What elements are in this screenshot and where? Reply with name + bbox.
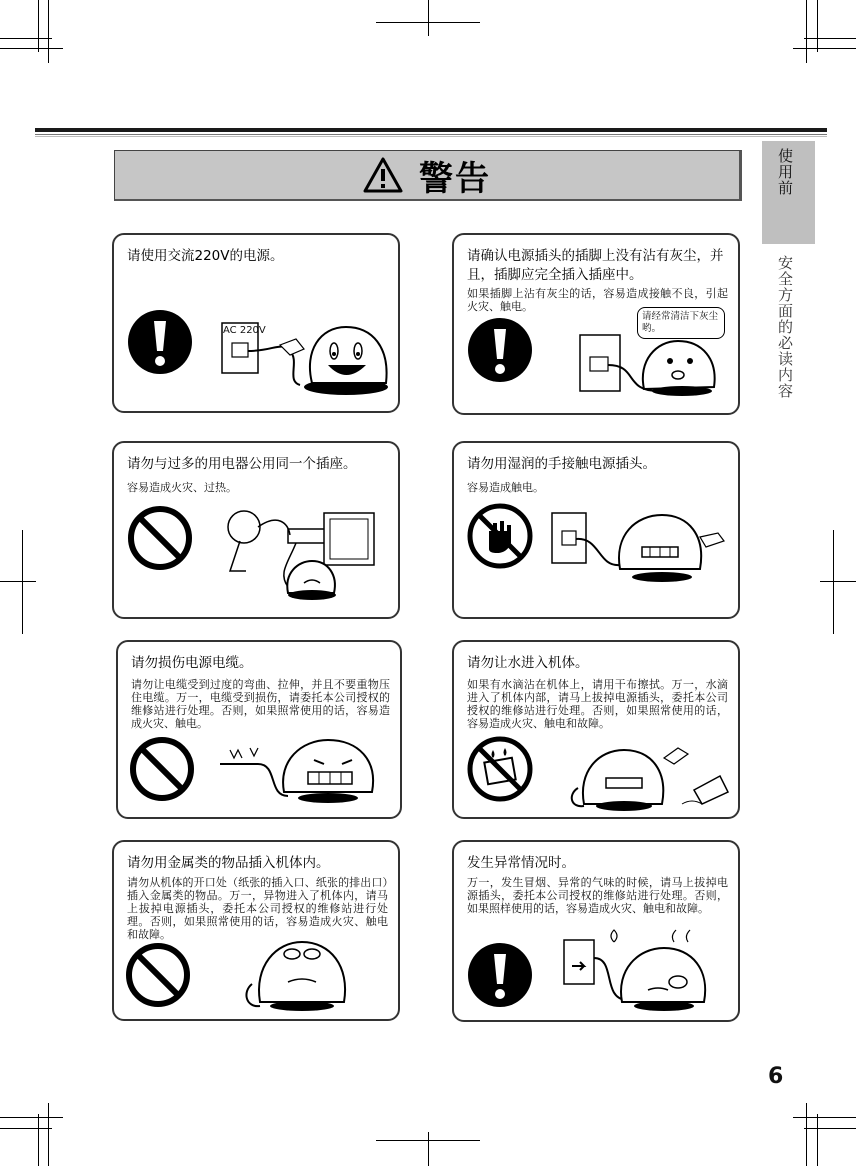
warning-banner [114, 150, 742, 201]
card-body: 容易造成触电。 [467, 481, 544, 494]
header-rule [35, 128, 827, 132]
header-rule-thin [35, 134, 827, 135]
plug-cleaning-illustration [578, 331, 730, 397]
page-number: 6 [768, 1064, 784, 1089]
unplug-smoke-illustration [562, 928, 732, 1012]
warning-card-metal-objects [112, 840, 400, 1021]
card-title: 请勿与过多的用电器公用同一个插座。 [127, 456, 357, 472]
no-wet-hands-icon [467, 503, 533, 569]
card-body: 万一，发生冒烟、异常的气味的时候，请马上拔掉电源插头，委托本公司授权的维修站进行处理。否则，如果照样使用的话，容易造成火灾、触电和故障。 [467, 876, 728, 915]
banner-title: 警告 [419, 158, 491, 199]
card-title: 请勿用湿润的手接触电源插头。 [467, 456, 656, 472]
card-body: 如果插脚上沾有灰尘的话，容易造成接触不良，引起火灾、触电。 [467, 287, 728, 313]
damaged-cable-illustration [218, 736, 394, 806]
prohibited-icon [127, 505, 193, 571]
voltage-label: AC 220V [223, 325, 266, 336]
card-title: 发生异常情况时。 [467, 855, 575, 871]
metal-insert-illustration [242, 936, 362, 1012]
section-tab-label: 使用前 [776, 148, 794, 196]
warning-card-abnormal [452, 840, 740, 1022]
warning-triangle-icon [363, 157, 403, 193]
exclamation-icon [467, 942, 533, 1008]
card-title: 请使用交流220V的电源。 [127, 248, 284, 264]
warning-card-water [452, 640, 740, 819]
prohibited-icon [125, 942, 191, 1008]
exclamation-icon [127, 309, 193, 375]
water-spill-illustration [564, 738, 734, 812]
section-subtitle: 安全方面的必读内容 [776, 255, 794, 399]
header-rule-faint [35, 136, 827, 137]
card-body: 请勿从机体的开口处（纸张的插入口、纸张的排出口）插入金属类的物品。万一，异物进入了机体内，请马上拔掉电源插头，委托本公司授权的维修站进行处理。否则，如果照常使用的话，容易造成火灾、触电和故障。 [127, 876, 388, 941]
card-title: 请勿让水进入机体。 [467, 655, 589, 671]
warning-card-plug-dust [452, 233, 740, 415]
warning-card-ac-power [112, 233, 400, 413]
card-body: 如果有水滴沾在机体上，请用干布擦拭。万一，水滴进入了机体内部，请马上拔掉电源插头，委托本公司授权的维修站进行处理。否则，如果照常使用的话，容易造成火灾、触电和故障。 [467, 678, 728, 730]
warning-card-shared-outlet [112, 441, 400, 619]
card-title: 请勿损伤电源电缆。 [131, 655, 253, 671]
card-title: 请勿用金属类的物品插入机体内。 [127, 855, 330, 871]
warning-card-wet-hands [452, 441, 740, 619]
wet-hand-plug-illustration [550, 507, 730, 587]
card-body: 容易造成火灾、过热。 [127, 481, 237, 494]
prohibited-icon [129, 736, 195, 802]
card-title: 请确认电源插头的插脚上没有沾有灰尘，并且，插脚应完全插入插座中。 [467, 248, 724, 283]
exclamation-icon [467, 317, 533, 383]
speech-bubble: 请经常清洁下灰尘哟。 [637, 307, 725, 339]
warning-card-power-cable [116, 640, 402, 819]
no-water-icon [467, 736, 533, 802]
overloaded-outlet-illustration [218, 503, 388, 607]
card-body: 请勿让电缆受到过度的弯曲、拉伸，并且不要重物压住电缆。万一，电缆受到损伤，请委托本公司授权的维修站进行处理。否则，如果照常使用的话，容易造成火灾、触电。 [131, 678, 390, 730]
